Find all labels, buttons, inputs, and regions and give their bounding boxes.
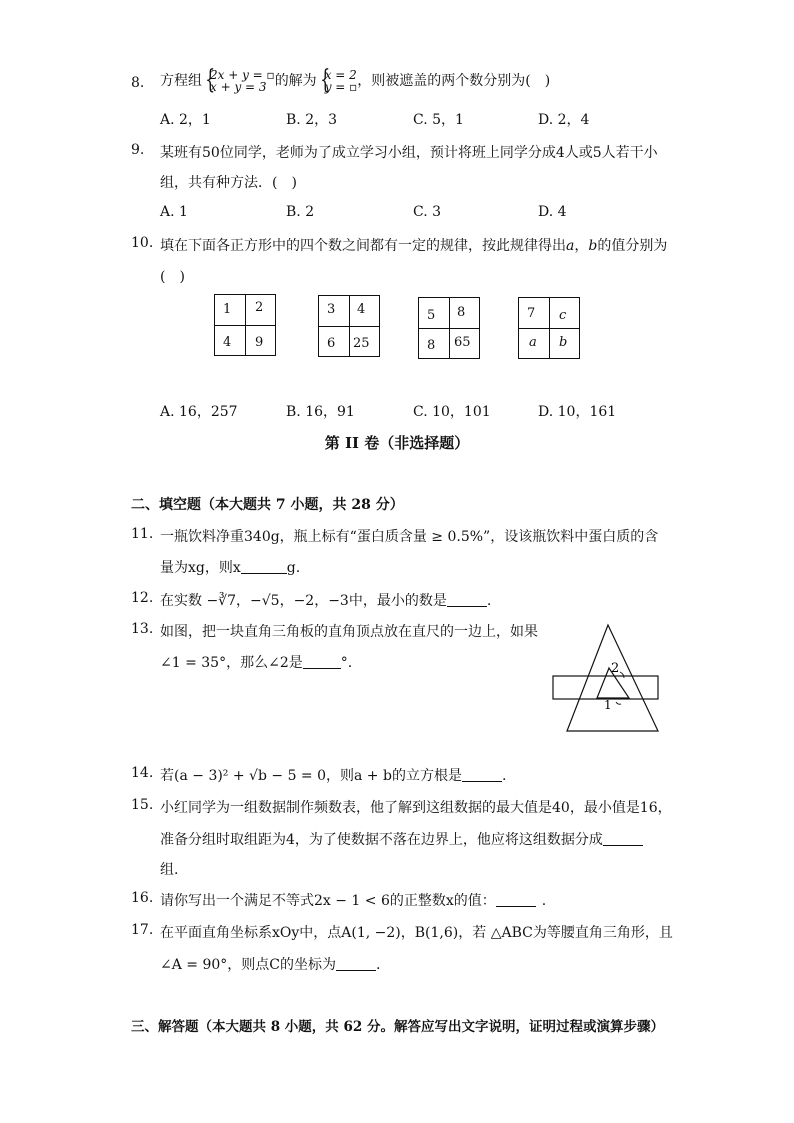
q9-option-a[interactable]: A. 1 <box>160 204 188 220</box>
q15-line2-text: 准备分组时取组距为4，为了使数据不落在边界上，他应将这组数据分成 <box>160 832 603 848</box>
q17-number: 17. <box>131 922 154 938</box>
q8-sol1: x = 2 <box>324 68 357 82</box>
q16-end: . <box>541 893 547 909</box>
q10-option-d[interactable]: D. 10，161 <box>538 404 617 420</box>
q8-text1: 方程组 <box>160 73 202 89</box>
q8-option-a[interactable]: A. 2，1 <box>160 112 211 128</box>
q8-eq2: x + y = 3 <box>210 80 267 94</box>
q13-line2b: °. <box>340 655 353 671</box>
q10-line1a: 填在下面各正方形中的四个数之间都有一定的规律，按此规律得出 <box>160 238 566 254</box>
q13-line1: 如图，把一块直角三角板的直角顶点放在直尺的一边上，如果 <box>160 624 538 640</box>
q15-number: 15. <box>131 797 154 813</box>
q9-number: 9. <box>131 142 145 158</box>
triangle-outer <box>567 625 658 731</box>
q10-square-4 <box>518 297 580 359</box>
q10-square-2 <box>318 295 380 357</box>
q8-text3: ，则被遮盖的两个数分别为( ) <box>357 73 551 89</box>
section2-heading: 二、填空题（本大题共 7 小题，共 28 分） <box>131 497 404 513</box>
angle-2-label: 2 <box>611 661 620 676</box>
q10-sq3-tl: 5 <box>427 308 436 323</box>
q10-sq3-br: 65 <box>454 335 471 350</box>
q10-sq4-bl: a <box>529 335 537 350</box>
q8-number: 8. <box>131 75 145 91</box>
q11-answer-blank[interactable] <box>241 559 287 574</box>
q12-text: 在实数 −∛7，−√5，−2，−3中，最小的数是 <box>160 593 447 609</box>
q9-option-d[interactable]: D. 4 <box>538 204 567 220</box>
q8-solution-system: { x = 2 y = ▫ <box>319 65 358 95</box>
q10-square-1 <box>214 294 276 356</box>
q16-line <box>160 890 546 910</box>
q9-option-b[interactable]: B. 2 <box>286 204 315 220</box>
q10-sq4-br: b <box>559 335 568 350</box>
part2-title: 第 II 卷（非选择题） <box>324 434 470 452</box>
q11-number: 11. <box>131 526 154 542</box>
q9-line1: 某班有50位同学，老师为了成立学习小组，预计将班上同学分成4人或5人若干小 <box>160 145 658 161</box>
q15-line2 <box>160 829 643 849</box>
q14-line <box>160 765 506 785</box>
q10-sq1-br: 9 <box>255 335 264 350</box>
q15-answer-blank[interactable] <box>603 831 643 846</box>
q9-option-c[interactable]: C. 3 <box>413 204 442 220</box>
q10-sq1-tl: 1 <box>223 302 232 317</box>
q10-option-b[interactable]: B. 16，91 <box>286 404 355 420</box>
q14-number: 14. <box>131 765 154 781</box>
q11-line2a: 量为xg，则x <box>160 560 241 576</box>
angle-1-arc <box>616 702 621 704</box>
q10-sq2-br: 25 <box>353 336 370 351</box>
q17-answer-blank[interactable] <box>336 956 376 971</box>
q15-line3: 组. <box>160 862 179 878</box>
angle-2-arc <box>620 672 624 678</box>
section3-heading: 三、解答题（本大题共 8 小题，共 62 分。解答应写出文字说明，证明过程或演算步骤） <box>131 1019 664 1035</box>
q10-option-a[interactable]: A. 16，257 <box>160 404 238 420</box>
q11-line1: 一瓶饮料净重340g，瓶上标有“蛋白质含量 ≥ 0.5%”，设该瓶饮料中蛋白质的含 <box>160 529 659 545</box>
q11-line2b: g. <box>286 560 301 576</box>
ruler-shape <box>553 676 658 699</box>
q17-line1: 在平面直角坐标系xOy中，点A(1, −2)，B(1,6)，若 △ABC为等腰直角三角形，且 <box>160 925 673 941</box>
q10-var-b: b <box>588 238 598 254</box>
q10-sq4-tl: 7 <box>527 306 536 321</box>
q12-answer-blank[interactable] <box>447 592 487 607</box>
q10-line1b: 的值分别为 <box>597 238 668 254</box>
q9-line2: 组，共有种方法．( ) <box>160 175 297 191</box>
q10-sq3-tr: 8 <box>457 305 466 320</box>
q14-answer-blank[interactable] <box>462 767 502 782</box>
q10-sq2-bl: 6 <box>327 336 336 351</box>
q10-option-c[interactable]: C. 10，101 <box>413 404 491 420</box>
q10-line2: ( ) <box>160 269 185 285</box>
q14-text: 若(a − 3)² + √b − 5 = 0，则a + b的立方根是 <box>160 768 462 784</box>
q14-end: . <box>501 768 507 784</box>
q8-option-d[interactable]: D. 2，4 <box>538 112 590 128</box>
q10-sq1-bl: 4 <box>223 335 232 350</box>
q16-text: 请你写出一个满足不等式2x − 1 < 6的正整数x的值： <box>160 893 496 909</box>
q10-sq1-tr: 2 <box>255 300 264 315</box>
q8-sol2: y = ▫ <box>324 80 358 94</box>
q8-text2: 的解为 <box>274 73 317 89</box>
q13-number: 13. <box>131 621 154 637</box>
q10-sq2-tl: 3 <box>327 302 336 317</box>
q12-end: . <box>486 593 492 609</box>
q8-eq1: 2x + y = ▫ <box>210 68 275 82</box>
q13-answer-blank[interactable] <box>303 654 341 669</box>
q12-line <box>160 590 491 610</box>
q16-answer-blank[interactable] <box>496 892 536 907</box>
q10-square-3 <box>418 297 480 359</box>
q10-sq4-tr: c <box>559 308 567 323</box>
q8-equation-system: { 2x + y = ▫ x + y = 3 <box>205 65 275 95</box>
q17-line2a: ∠A = 90°，则点C的坐标为 <box>160 957 336 973</box>
q16-number: 16. <box>131 890 154 906</box>
q11-line2 <box>160 557 300 577</box>
q13-figure-triangle-ruler <box>548 620 664 736</box>
q13-line2 <box>160 652 352 672</box>
q8-stem <box>160 64 550 98</box>
q10-var-a: a <box>566 238 575 254</box>
q12-number: 12. <box>131 590 154 606</box>
q10-line1 <box>160 235 667 255</box>
q15-line1: 小红同学为一组数据制作频数表，他了解到这组数据的最大值是40，最小值是16， <box>160 800 672 816</box>
q10-sq2-tr: 4 <box>357 302 366 317</box>
q8-option-c[interactable]: C. 5，1 <box>413 112 464 128</box>
q17-line2b: . <box>376 957 381 973</box>
q17-line2 <box>160 954 380 974</box>
q10-comma: ， <box>574 238 589 254</box>
q10-number: 10. <box>131 235 154 251</box>
q8-option-b[interactable]: B. 2，3 <box>286 112 338 128</box>
angle-1-label: 1 <box>604 698 612 712</box>
q13-line2a: ∠1 = 35°，那么∠2是 <box>160 655 303 671</box>
q10-sq3-bl: 8 <box>427 338 436 353</box>
